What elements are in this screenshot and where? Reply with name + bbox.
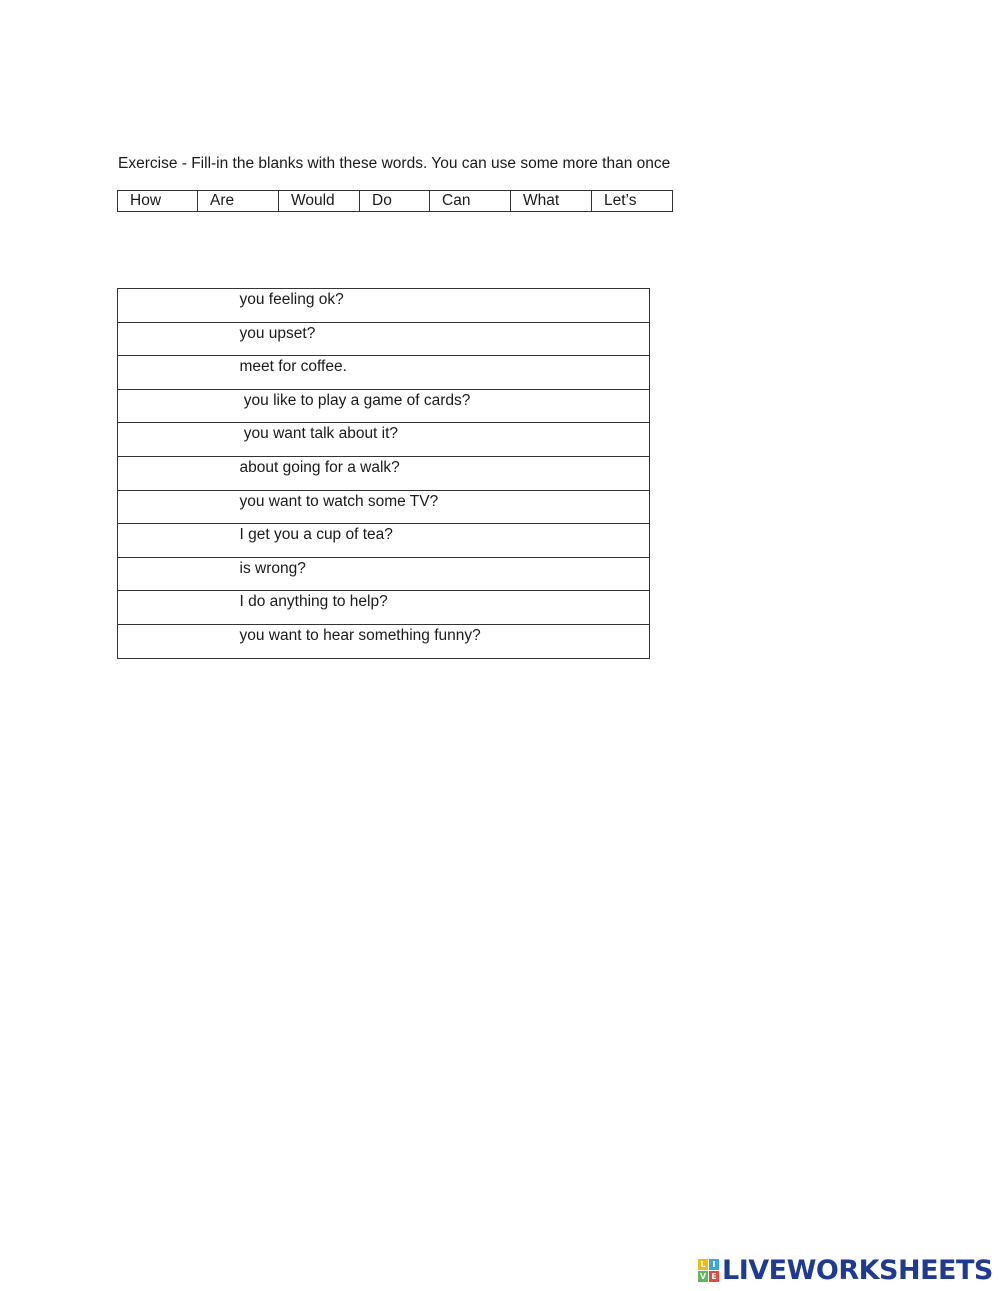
sentence-text: I get you a cup of tea? [234,524,650,558]
exercise-row [118,557,650,591]
logo-block: L [698,1259,708,1270]
sentence-text: you want to hear something funny? [234,624,650,658]
answer-blank[interactable] [118,322,234,356]
answer-blank[interactable] [118,456,234,490]
logo-text: LIVEWORKSHEETS [722,1254,993,1286]
word-bank-cell: Would [279,191,360,212]
word-bank-cell: Are [198,191,279,212]
sentence-text: you upset? [234,322,650,356]
word-bank-cell: Do [360,191,430,212]
word-bank-cell: How [118,191,198,212]
answer-blank[interactable] [118,356,234,390]
exercise-row [118,524,650,558]
exercise-row [118,389,650,423]
sentence-text: you feeling ok? [234,289,650,323]
exercise-row [118,356,650,390]
liveworksheets-logo [698,1254,993,1286]
logo-block: V [699,1271,707,1281]
sentence-text: you want talk about it? [234,423,650,457]
exercise-table [117,288,650,659]
word-bank-table [117,190,673,212]
logo-block: I [709,1259,719,1270]
answer-blank[interactable] [118,423,234,457]
sentence-text: you want to watch some TV? [234,490,650,524]
exercise-row [118,456,650,490]
word-bank-row [118,191,673,212]
sentence-text: about going for a walk? [234,456,650,490]
exercise-row [118,490,650,524]
logo-blocks-icon [698,1259,719,1282]
answer-blank[interactable] [118,557,234,591]
exercise-row [118,322,650,356]
answer-blank[interactable] [118,591,234,625]
exercise-row [118,624,650,658]
word-bank-cell: Can [430,191,511,212]
answer-blank[interactable] [118,389,234,423]
word-bank-cell: What [511,191,592,212]
exercise-row [118,423,650,457]
exercise-row [118,289,650,323]
answer-blank[interactable] [118,524,234,558]
sentence-text: you like to play a game of cards? [234,389,650,423]
answer-blank[interactable] [118,490,234,524]
sentence-text: meet for coffee. [234,356,650,390]
sentence-text: is wrong? [234,557,650,591]
sentence-text: I do anything to help? [234,591,650,625]
exercise-instruction: Exercise - Fill-in the blanks with these words. You can use some more than once [118,155,671,172]
exercise-row [118,591,650,625]
answer-blank[interactable] [118,624,234,658]
word-bank-cell: Let’s [592,191,673,212]
logo-block: E [709,1271,719,1282]
answer-blank[interactable] [118,289,234,323]
